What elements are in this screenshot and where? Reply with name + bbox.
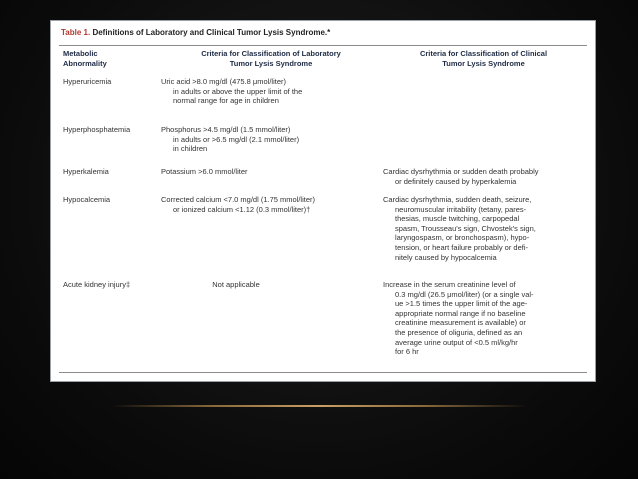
table-label: Table 1.	[61, 28, 91, 37]
table-title-text: Definitions of Laboratory and Clinical Tumor Lysis Syndrome.*	[92, 28, 331, 37]
header-clinical: Criteria for Classification of Clinical Tumor Lysis Syndrome	[419, 49, 548, 68]
clinical-cell: Cardiac dysrhythmia, sudden death, seizure, neuromuscular irritability (tetany, pares- thesias, muscle twitching, carpopedal spasm, Trousseau's sign, Chvostek's sign, laryngospasm, or bronchospasm), hypo- tension, or heart failure probably or defi- nitely caused by hypocalcemia	[383, 195, 536, 262]
abnormality-cell: Hyperuricemia	[63, 77, 112, 86]
top-rule	[59, 45, 587, 46]
table-title	[61, 28, 585, 37]
laboratory-cell: Potassium >6.0 mmol/liter	[161, 167, 248, 176]
clinical-cell: Cardiac dysrhythmia or sudden death probably or definitely caused by hyperkalemia	[383, 167, 539, 186]
laboratory-cell: Corrected calcium <7.0 mg/dl (1.75 mmol/liter) or ionized calcium <1.12 (0.3 mmol/liter)†	[161, 195, 316, 214]
abnormality-cell: Hyperphosphatemia	[63, 125, 131, 134]
laboratory-cell: Phosphorus >4.5 mg/dl (1.5 mmol/liter) in adults or >6.5 mg/dl (2.1 mmol/liter) in children	[161, 125, 300, 154]
laboratory-cell: Uric acid >8.0 mg/dl (475.8 μmol/liter) in adults or above the upper limit of the normal range for age in children	[161, 77, 303, 106]
laboratory-cell: Not applicable	[212, 280, 260, 289]
clinical-cell: Increase in the serum creatinine level of 0.3 mg/dl (26.5 μmol/liter) (or a single val- ue >1.5 times the upper limit of the age- appropriate normal range if no baseline creatinine measurement is available) or the presence of oliguria, defined as an average urine output of <0.5 ml/kg/hr for 6 hr	[383, 280, 534, 357]
bottom-rule	[59, 372, 587, 373]
abnormality-cell: Acute kidney injury‡	[63, 280, 131, 289]
abnormality-cell: Hypocalcemia	[63, 195, 111, 204]
header-abnormality: Metabolic Abnormality	[63, 49, 107, 68]
table-image	[50, 20, 596, 382]
header-laboratory: Criteria for Classification of Laboratory Tumor Lysis Syndrome	[201, 49, 341, 68]
abnormality-cell: Hyperkalemia	[63, 167, 109, 176]
decorative-divider	[110, 405, 528, 407]
